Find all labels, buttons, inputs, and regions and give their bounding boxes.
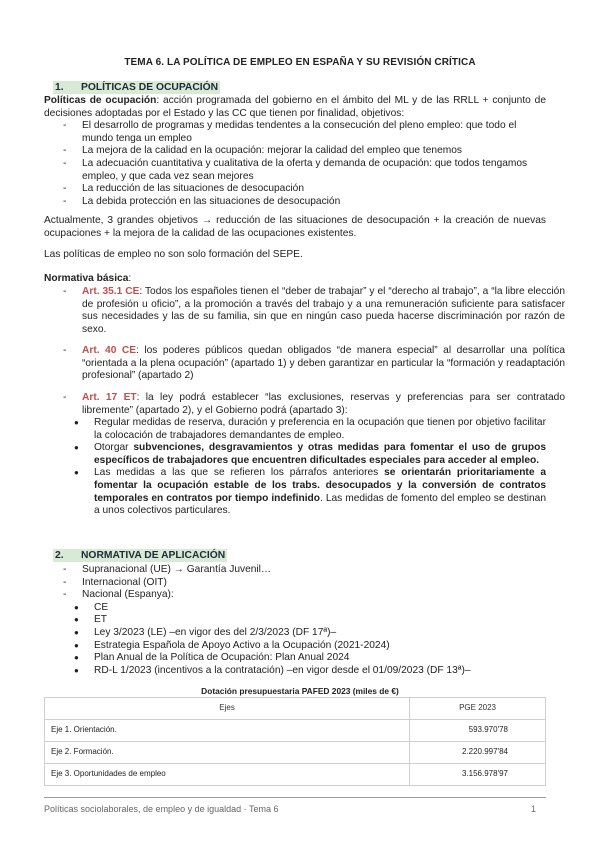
list-item	[74, 442, 546, 467]
section-2-heading-highlight	[53, 549, 227, 562]
section-1-heading-highlight	[53, 81, 220, 94]
section-2-heading	[53, 550, 227, 563]
column-header-pge: PGE 2023	[410, 698, 546, 720]
table-row	[45, 720, 546, 742]
column-header-ejes: Ejes	[45, 698, 410, 720]
section-2-body	[44, 564, 546, 677]
list-item: ● Plan Anual de la Política de Ocupación: Plan Anual 2024	[74, 652, 546, 665]
art-17-measures-list	[74, 417, 546, 518]
list-item: - La reducción de las situaciones de desocupación	[63, 183, 546, 196]
definition-paragraph	[44, 95, 546, 120]
measure-3-pre: Las medidas a las que se refieren los párrafos anteriores	[94, 467, 385, 479]
list-item: - Supranacional (UE) → Garantía Juvenil…	[63, 564, 546, 577]
table-row	[45, 742, 546, 764]
normative-levels-list	[63, 564, 546, 602]
art-35-text: : Todos los españoles tienen el “deber de trabajar” y el “derecho al trabajo”, a “la libre elección de profesión u oficio”, a la promoción a través del trabajo y a una remuneración suficiente para satisfacer sus necesidades y las de su familia, sin que en ningún caso pueda hacerse discriminación por razón de sexo.	[82, 286, 566, 335]
list-item: ● Estrategia Española de Apoyo Activo a la Ocupación (2021-2024)	[74, 640, 546, 653]
document-title: TEMA 6. LA POLÍTICA DE EMPLEO EN ESPAÑA Y SU REVISIÓN CRÍTICA	[124, 57, 476, 68]
definition-term: Políticas de ocupación	[44, 95, 157, 106]
list-item: - La debida protección en las situaciones de desocupación	[63, 196, 546, 209]
art-17-text: : la ley podrá establecer “las exclusiones, reservas y preferencias para ser contratado libremente” (apartado 2), y el Gobierno podrá (apartado 3):	[82, 392, 565, 416]
definition-text: : acción programada del gobierno en el ámbito del ML y de las RRLL + conjunto de decisiones adoptadas por el Estado y las CC que tienen por finalidad, objetivos:	[44, 95, 546, 119]
list-item: ● CE	[74, 602, 546, 615]
list-item: - Nacional (Espanya):	[63, 589, 546, 602]
section-2-title: NORMATIVA DE APLICACIÓN	[81, 550, 226, 561]
table-header-row	[45, 698, 546, 720]
list-item: - Internacional (OIT)	[63, 577, 546, 590]
measure-2-bold: subvenciones, desgravamientos y otras medidas para fomentar el uso de grupos específicos de trabajadores que encuentren dificultades especiales para acceder al empleo.	[94, 442, 546, 466]
section-1-definition-block	[44, 95, 546, 208]
art-35-item	[63, 286, 565, 336]
measure-2-pre: Otorgar	[94, 442, 134, 454]
section-1-number: 1.	[55, 82, 64, 93]
art-17-block	[63, 392, 565, 417]
budget-table-title: Dotación presupuestaria PAFED 2023 (miles de €)	[201, 686, 399, 696]
measure-3-post: . Las medidas de fomento del empleo se destinan a unos colectivos particulares.	[94, 492, 547, 517]
footer-text: Políticas sociolaborales, de empleo y de igualdad · Tema 6	[44, 804, 279, 814]
art-40-item	[63, 345, 565, 383]
list-item	[74, 467, 546, 517]
table-cell-value: 3.156.978'97	[410, 764, 546, 786]
list-item: - La adecuación cuantitativa y cualitativa de la oferta y demanda de ocupación: que todos tengamos empleo, y que cada vez sean mejores	[63, 158, 546, 183]
normativa-basica-label	[44, 273, 546, 286]
national-norms-list	[74, 602, 546, 678]
section-1-title: POLÍTICAS DE OCUPACIÓN	[81, 82, 219, 93]
list-item: - El desarrollo de programas y medidas tendentes a la consecución del pleno empleo: que todo el mundo tenga un empleo	[63, 120, 546, 145]
list-item: - La mejora de la calidad en la ocupación: mejorar la calidad del empleo que tenemos	[63, 145, 546, 158]
table-cell-eje: Eje 2. Formación.	[45, 742, 410, 764]
art-40-block	[63, 345, 565, 383]
footer-divider	[44, 797, 546, 798]
list-item: ● Ley 3/2023 (LE) –en vigor des del 2/3/2023 (DF 17ª)–	[74, 627, 546, 640]
page-footer	[44, 803, 546, 816]
objectives-list	[63, 120, 546, 208]
normativa-basica-term: Normativa básica	[44, 273, 129, 284]
list-item: ● ET	[74, 614, 546, 627]
art-35-block	[63, 286, 565, 336]
art-17-label: Art. 17 ET	[82, 392, 137, 403]
paragraph-actualmente: Actualmente, 3 grandes objetivos → reducción de las situaciones de desocupación + la creación de nuevas ocupaciones + la mejora de la calidad de las ocupaciones existentes.	[44, 215, 546, 239]
art-17-item	[63, 392, 565, 417]
art-35-label: Art. 35.1 CE	[82, 286, 140, 297]
table-cell-value: 593.970'78	[410, 720, 546, 742]
paragraph-sepe: Las políticas de empleo no son solo formación del SEPE.	[44, 249, 303, 260]
art-40-text: : los poderes públicos quedan obligados “de manera especial” al desarrollar una política “orientada a la plena ocupación” (apartado 1) y deben garantizar en particular la “formación y readaptación profesional” (apartado 2)	[82, 345, 565, 382]
table-cell-value: 2.220.997'84	[410, 742, 546, 764]
table-row	[45, 764, 546, 786]
budget-table	[44, 697, 546, 786]
art-40-label: Art. 40 CE	[82, 345, 137, 356]
section-2-number: 2.	[55, 550, 64, 561]
list-item: ● Regular medidas de reserva, duración y preferencia en la ocupación que tienen por objetivo facilitar la colocación de trabajadores demandantes de empleo.	[74, 417, 546, 442]
section-1-heading	[53, 82, 220, 95]
list-item: ● RD-L 1/2023 (incentivos a la contratación) –en vigor desde el 01/09/2023 (DF 13ª)–	[74, 665, 546, 678]
table-cell-eje: Eje 3. Oportunidades de empleo	[45, 764, 410, 786]
measure-3-bold: se orientarán prioritariamente a fomentar la ocupación estable de los trabs. desocupados y la conversión de contratos temporales en contratos por tiempo indefinido	[94, 467, 546, 504]
page-number: 1	[530, 804, 536, 814]
normativa-basica-colon: :	[128, 273, 132, 284]
table-cell-eje: Eje 1. Orientación.	[45, 720, 410, 742]
